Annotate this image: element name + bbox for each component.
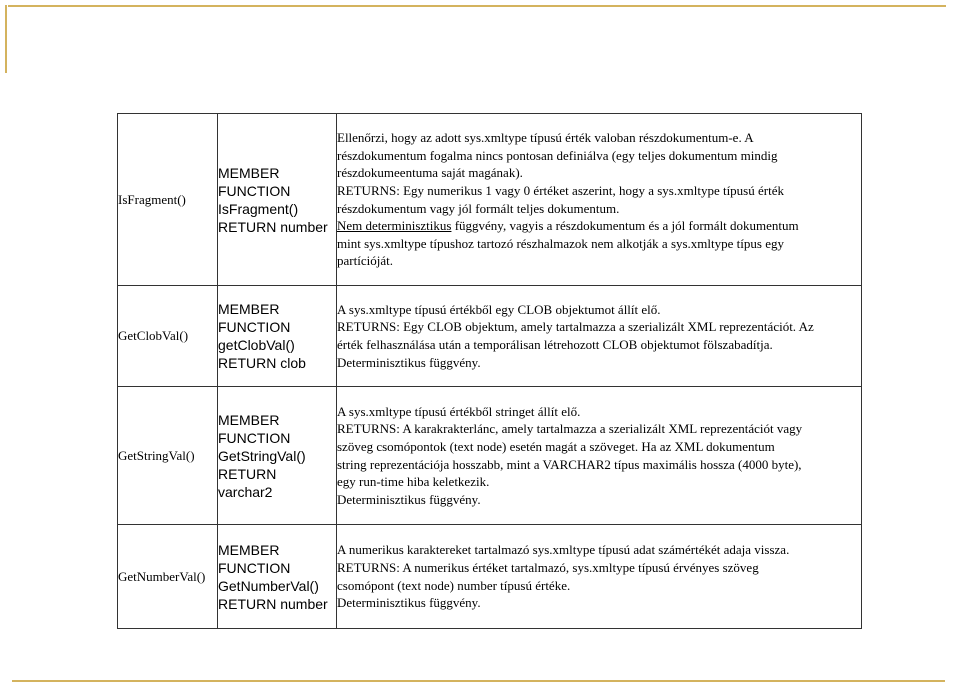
description-line: RETURNS: A numerikus értéket tartalmazó, sys.xmltype típusú érvényes szöveg [337, 559, 759, 575]
bottom-border-line [12, 680, 945, 682]
underlined-term: Nem determinisztikus [337, 218, 452, 234]
table-row [118, 387, 862, 525]
description-line: RETURNS: Egy CLOB objektum, amely tartalmazza a szerializált XML reprezentációt. Az [337, 319, 814, 335]
signature-line: RETURN clob [218, 355, 306, 371]
function-name: IsFragment() [118, 114, 218, 286]
description-line: egy run-time hiba keletkezik. [337, 474, 490, 490]
left-accent-line [5, 5, 7, 73]
function-signature [218, 525, 337, 629]
description-line: szöveg csomópontok (text node) esetén magát a szöveget. Ha az XML dokumentum [337, 438, 775, 454]
description-line: csomópont (text node) number típusú értéke. [337, 577, 571, 593]
signature-line: GetStringVal() [218, 447, 306, 464]
description-line: RETURNS: A karakrakterlánc, amely tartalmazza a szerializált XML reprezentációt vagy [337, 421, 803, 437]
description-line: Determinisztikus függvény. [337, 491, 481, 507]
signature-line: FUNCTION [218, 182, 291, 199]
description-line: mint sys.xmltype típushoz tartozó részhalmazok nem alkotják a sys.xmltype típus egy [337, 235, 784, 251]
function-signature [218, 114, 337, 286]
function-description [337, 114, 862, 286]
function-description [337, 387, 862, 525]
description-line: partícióját. [337, 253, 393, 269]
signature-line: IsFragment() [218, 200, 299, 217]
signature-line: varchar2 [218, 483, 273, 500]
description-line: RETURNS: Egy numerikus 1 vagy 0 értéket aszerint, hogy a sys.xmltype típusú érték [337, 182, 784, 198]
description-line-rest: függvény, vagyis a részdokumentum és a jól formált dokumentum [451, 218, 799, 234]
signature-line: FUNCTION [218, 559, 291, 576]
description-line: részdokumentum vagy jól formált teljes dokumentum. [337, 200, 620, 216]
table-row [118, 286, 862, 387]
signature-line: getClobVal() [218, 337, 295, 353]
description-line: részdokumeentuma saját magának). [337, 165, 523, 181]
signature-line: RETURN [218, 465, 277, 482]
description-line: A sys.xmltype típusú értékből stringet állít elő. [337, 403, 581, 419]
function-name: GetClobVal() [118, 286, 218, 387]
signature-line: MEMBER [218, 541, 280, 558]
function-signature [218, 387, 337, 525]
function-description [337, 525, 862, 629]
signature-line: MEMBER [218, 411, 280, 428]
description-line: A sys.xmltype típusú értékből egy CLOB objektumot állít elő. [337, 301, 661, 317]
table-row [118, 114, 862, 286]
function-name: GetStringVal() [118, 387, 218, 525]
description-line: Determinisztikus függvény. [337, 595, 481, 611]
signature-line: RETURN number [218, 218, 328, 235]
signature-line: GetNumberVal() [218, 577, 319, 594]
signature-line: MEMBER [218, 301, 280, 317]
description-line: string reprezentációja hosszabb, mint a VARCHAR2 típus maximális hossza (4000 byte), [337, 456, 802, 472]
signature-line: FUNCTION [218, 319, 291, 335]
description-line [337, 217, 861, 235]
top-border-line [8, 5, 946, 7]
table-row [118, 525, 862, 629]
function-signature [218, 286, 337, 387]
description-line: érték felhasználása után a temporálisan létrehozott CLOB objektumot fölszabadítja. [337, 337, 773, 352]
function-name: GetNumberVal() [118, 525, 218, 629]
function-table [117, 113, 862, 629]
description-line: részdokumentum fogalma nincs pontosan definiálva (egy teljes dokumentum mindig [337, 147, 778, 163]
signature-line: MEMBER [218, 164, 280, 181]
description-line: Determinisztikus függvény. [337, 354, 481, 370]
signature-line: FUNCTION [218, 429, 291, 446]
function-description [337, 286, 862, 387]
description-line: A numerikus karaktereket tartalmazó sys.xmltype típusú adat számértékét adaja vissza. [337, 542, 790, 558]
description-line: Ellenőrzi, hogy az adott sys.xmltype típusú érték valoban részdokumentum-e. A [337, 130, 754, 146]
signature-line: RETURN number [218, 595, 328, 612]
